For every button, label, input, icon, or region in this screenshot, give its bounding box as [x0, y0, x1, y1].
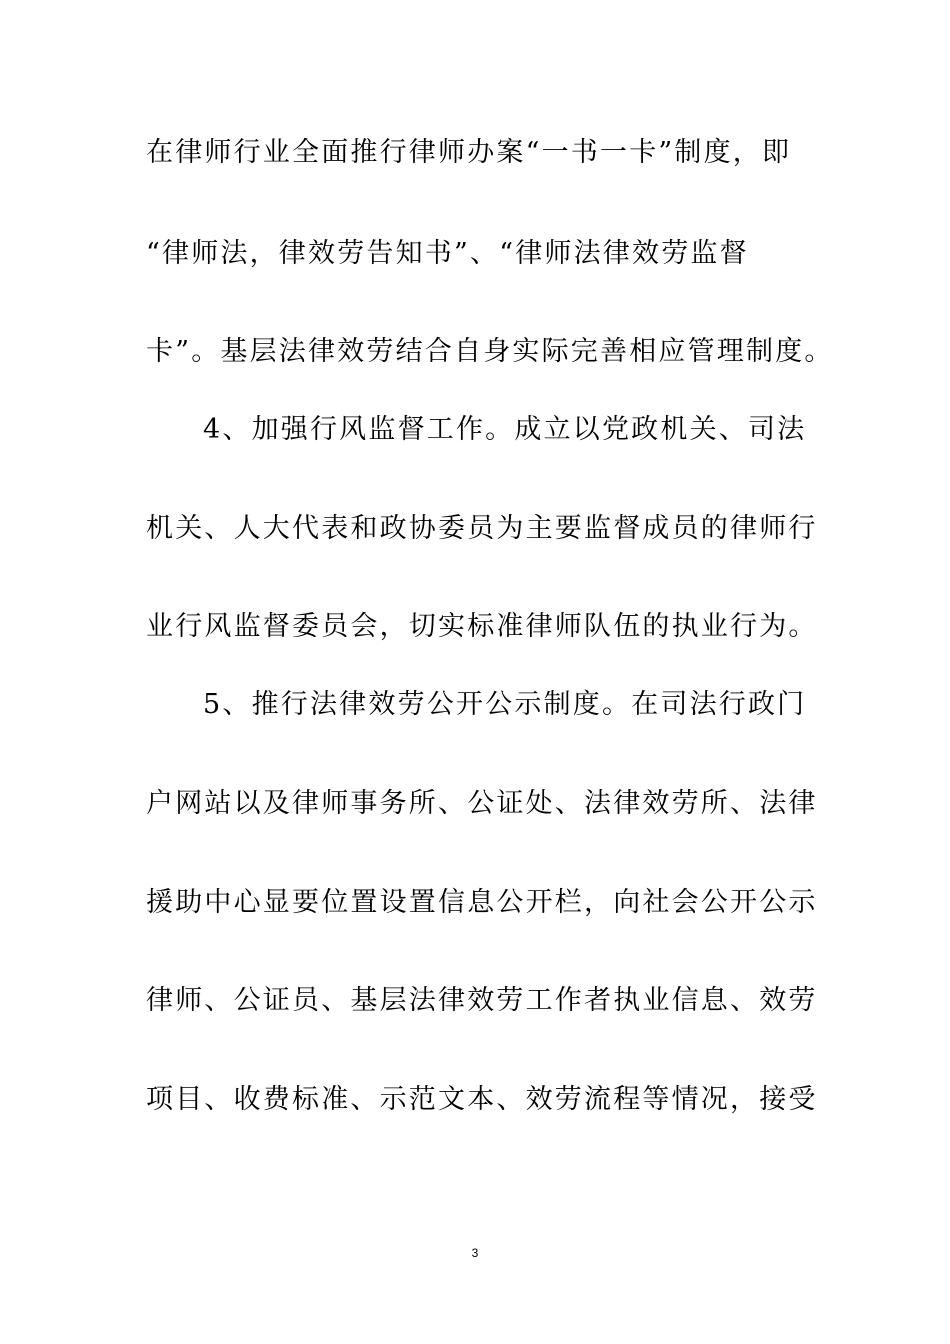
body-text-line: 律师、公证员、基层法律效劳工作者执业信息、效劳 [146, 985, 818, 1016]
body-text-line: 机关、人大代表和政协委员为主要监督成员的律师行 [146, 513, 818, 544]
body-text-line: “律师法，律效劳告知书”、“律师法律效劳监督 [146, 238, 749, 269]
body-text-line: 在律师行业全面推行律师办案“一书一卡”制度，即 [146, 137, 792, 168]
body-text-line: 户网站以及律师事务所、公证处、法律效劳所、法律 [146, 788, 818, 819]
page-number: 3 [471, 1246, 479, 1260]
body-text-line: 项目、收费标准、示范文本、效劳流程等情况，接受 [146, 1084, 818, 1115]
body-text-line: 5、推行法律效劳公开公示制度。在司法行政门 [203, 689, 807, 720]
body-text-line: 卡”。基层法律效劳结合自身实际完善相应管理制度。 [146, 336, 834, 367]
body-text-line: 业行风监督委员会，切实标准律师队伍的执业行为。 [146, 611, 818, 642]
body-text-line: 4、加强行风监督工作。成立以党政机关、司法 [203, 414, 807, 445]
body-text-line: 援助中心显要位置设置信息公开栏，向社会公开公示 [146, 887, 818, 918]
